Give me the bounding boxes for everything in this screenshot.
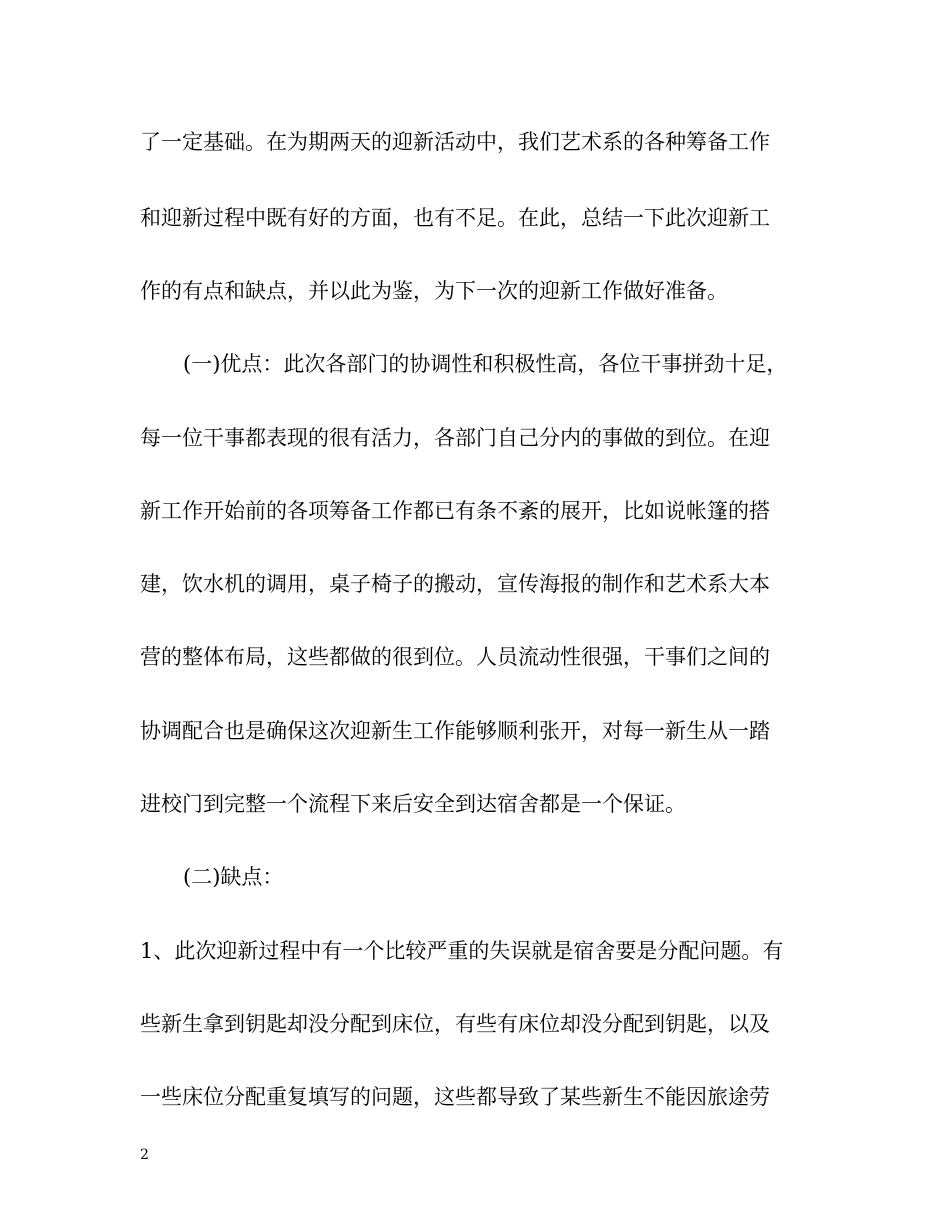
paragraph-heading-disadvantages: (二)缺点： <box>183 865 284 889</box>
text-line: 进校门到完整一个流程下来后安全到达宿舍都是一个保证。 <box>140 792 686 816</box>
text-line: 协调配合也是确保这次迎新生工作能够顺利张开，对每一新生从一踏 <box>140 719 770 743</box>
text-line: 建，饮水机的调用，桌子椅子的搬动，宣传海报的制作和艺术系大本 <box>140 572 770 596</box>
text-line: 些新生拿到钥匙却没分配到床位，有些有床位却没分配到钥匙，以及 <box>140 1012 770 1036</box>
text-line: 一些床位分配重复填写的问题，这些都导致了某些新生不能因旅途劳 <box>140 1085 770 1109</box>
paragraph-heading-advantages: (一)优点：此次各部门的协调性和积极性高，各位干事拼劲十足， <box>183 352 788 376</box>
text-line: 新工作开始前的各项筹备工作都已有条不紊的展开，比如说帐篷的搭 <box>140 499 770 523</box>
text-line: 每一位干事都表现的很有活力，各部门自己分内的事做的到位。在迎 <box>140 426 770 450</box>
text-line: 和迎新过程中既有好的方面，也有不足。在此，总结一下此次迎新工 <box>140 206 770 230</box>
list-item-1: 1、此次迎新过程中有一个比较严重的失误就是宿舍要是分配问题。有 <box>140 939 784 963</box>
text-line: 营的整体布局，这些都做的很到位。人员流动性很强，干事们之间的 <box>140 645 770 669</box>
text-line: 了一定基础。在为期两天的迎新活动中，我们艺术系的各种筹备工作 <box>140 130 770 154</box>
page-number: 2 <box>140 1147 149 1163</box>
text-line: 作的有点和缺点，并以此为鉴，为下一次的迎新工作做好准备。 <box>140 279 728 303</box>
